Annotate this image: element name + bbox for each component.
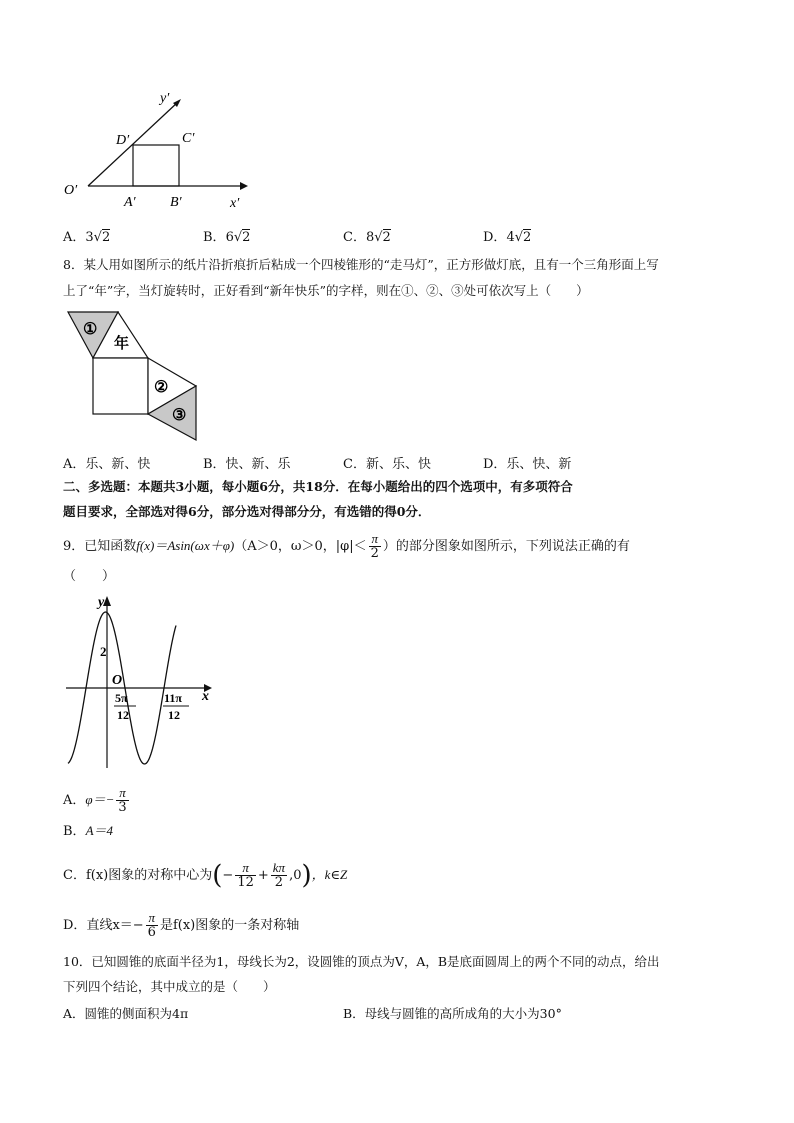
point-d-label: D′ [116,133,130,148]
tick-11pi-num: 11π [164,691,182,705]
q10-stem-line2: 下列四个结论，其中成立的是（ ） [63,979,276,994]
q7-option-a[interactable]: A．3√2 [63,230,111,245]
sine-graph-figure [60,592,220,772]
q10-stem-line1: 10．已知圆锥的底面半径为1，母线长为2，设圆锥的顶点为V，A，B是底面圆周上的两个不同的动点，给出 [63,954,660,969]
circle-two-label: ② [154,379,169,396]
q8-option-d[interactable]: D．乐、快、新 [483,457,572,472]
lantern-net-figure [62,306,202,446]
q9-option-a[interactable]: A．φ＝− $\frac{\pi}{3}$ [63,785,127,815]
q9-stem: 9．已知函数f(x)＝Asin(ωx＋φ)（A＞0，ω＞0，|φ|＜ $\frac{\pi}{2}$ ）的部分图象如图所示，下列说法正确的有 [63,531,630,561]
q9-answer-blank: （ ） [63,569,116,584]
pi-over-2-fraction: $\frac{\pi}{2}$ [370,531,379,561]
q7-option-b[interactable]: B．6√2 [203,230,251,245]
tick-5pi-num: 5π [115,691,128,705]
graph-y-label: y [98,595,105,610]
oblique-axis-figure [60,86,260,216]
y-prime-label: y′ [160,91,170,106]
q9-option-b[interactable]: B．A＝4 [63,823,114,839]
tick-11pi-den: 12 [168,708,180,722]
section2-heading-line2: 题目要求，全部选对得6分，部分选对得部分分，有选错的得0分． [63,504,431,519]
section2-heading-line1: 二、多选题：本题共3小题，每小题6分，共18分．在每小题给出的四个选项中，有多项符合 [63,479,573,494]
graph-origin-label: O [112,673,123,688]
point-c-label: C′ [182,131,195,146]
origin-label: O′ [64,183,78,198]
q8-option-c[interactable]: C．新、乐、快 [343,457,431,472]
circle-three-label: ③ [172,407,187,424]
q10-option-b[interactable]: B．母线与圆锥的高所成角的大小为30° [343,1006,562,1021]
q9-option-d[interactable]: D．直线x＝− $\frac{\pi}{6}$ 是f(x)图象的一条对称轴 [63,910,300,940]
q8-stem-line1: 8．某人用如图所示的纸片沿折痕折后粘成一个四棱锥形的“走马灯”，正方形做灯底，且有一个三角形面上写 [63,257,659,272]
x-prime-label: x′ [230,196,240,211]
q8-option-a[interactable]: A．乐、新、快 [63,457,151,472]
q10-option-a[interactable]: A．圆锥的侧面积为4π [63,1006,189,1021]
q7-option-c[interactable]: C．8√2 [343,230,391,245]
graph-two-label: 2 [100,644,107,659]
q9-option-c[interactable]: C．f(x)图象的对称中心为(− $\frac{\pi}{12}$ + $\frac{k\pi}{2}$ ,0)，k∈Z [63,860,348,891]
circle-one-label: ① [83,321,98,338]
nian-label: 年 [114,336,130,352]
q7-option-d[interactable]: D．4√2 [483,230,532,245]
graph-x-label: x [202,689,209,704]
point-a-label: A′ [124,195,136,210]
q8-option-b[interactable]: B．快、新、乐 [203,457,291,472]
point-b-label: B′ [170,195,182,210]
q8-stem-line2: 上了“年”字，当灯旋转时，正好看到“新年快乐”的字样，则在①、②、③处可依次写上（ ） [63,283,589,298]
tick-5pi-den: 12 [117,708,129,722]
